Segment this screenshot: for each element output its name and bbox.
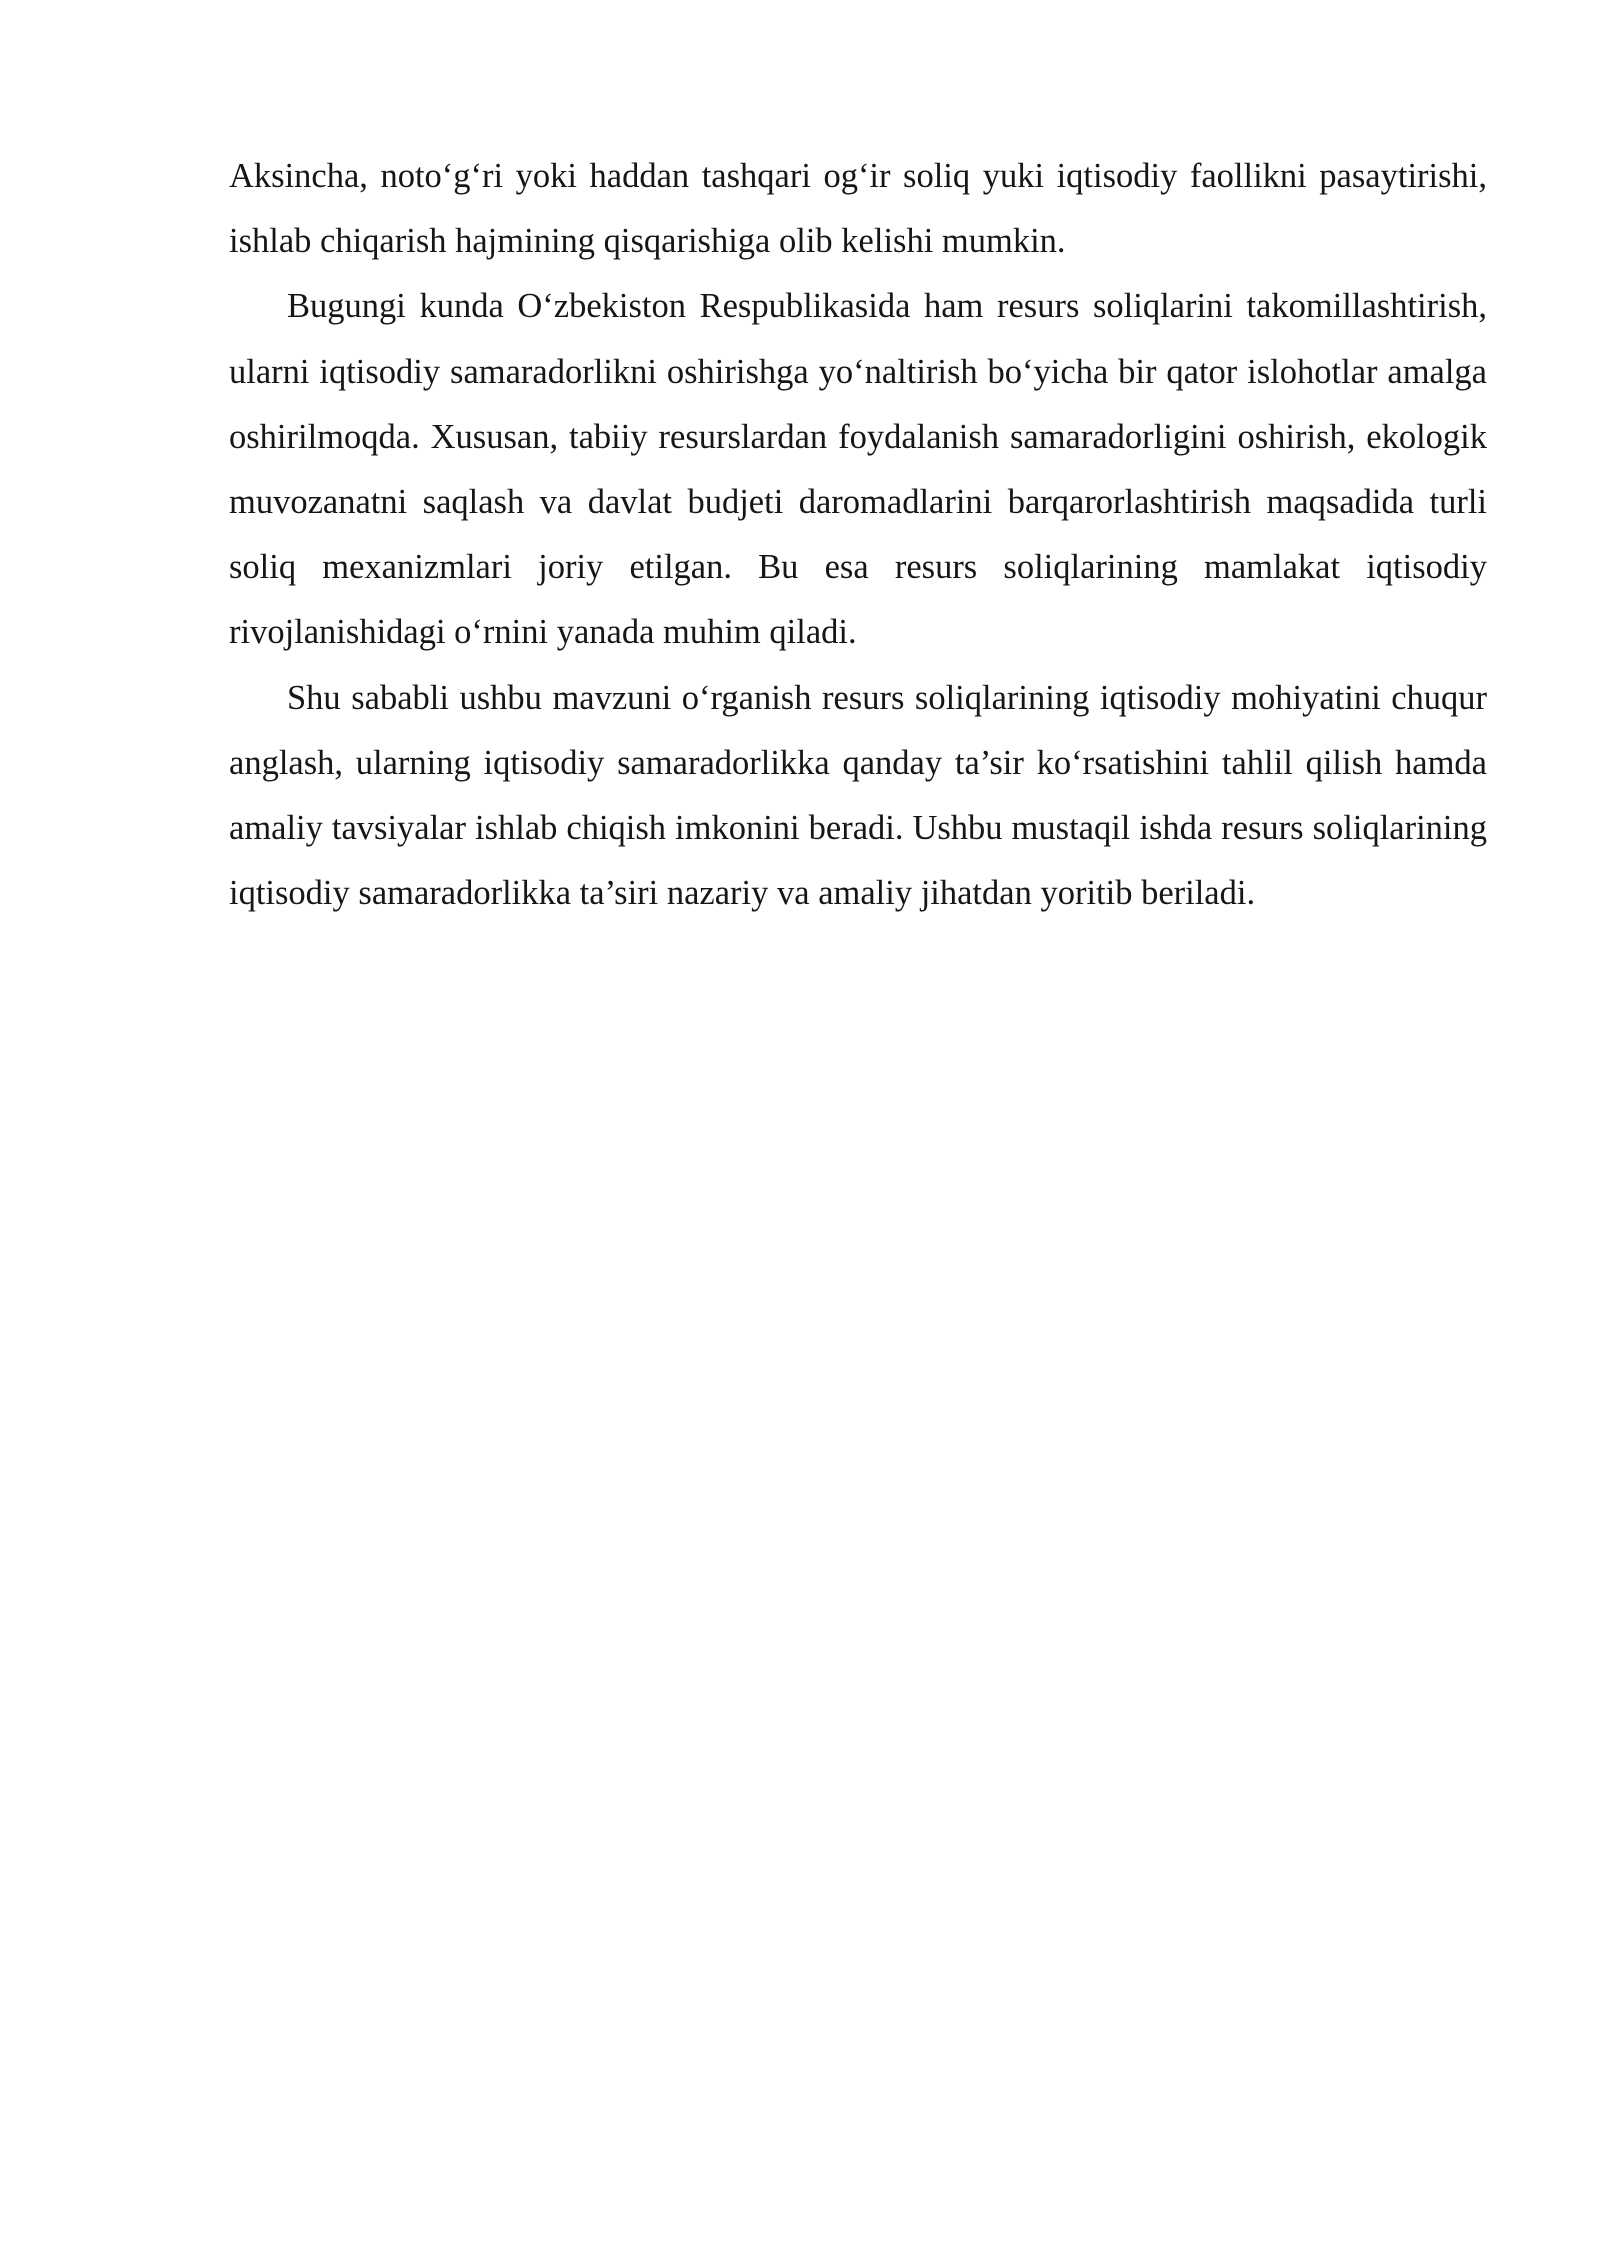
paragraph-purpose: Shu sababli ushbu mavzuni o‘rganish resurs soliqlarining iqtisodiy mohiyatini chuqur anglash, ularning iqtisodiy samaradorlikka qanday ta’sir ko‘rsatishini tahlil qilish hamda amaliy tavsiyalar ishlab chiqish imkonini beradi. Ushbu mustaqil ishda resurs soliqlarining iqtisodiy samaradorlikka ta’siri nazariy va amaliy jihatdan yoritib beriladi. xyxy=(229,678,1487,913)
body-text xyxy=(229,144,1487,926)
paragraph-reforms: Bugungi kunda O‘zbekiston Respublikasida ham resurs soliqlarini takomillashtirish, ularni iqtisodiy samaradorlikni oshirishga yo‘naltirish bo‘yicha bir qator islohotlar amalga oshirilmoqda. Xususan, tabiiy resurslardan foydalanish samaradorligini oshirish, ekologik muvozanatni saqlash va davlat budjeti daromadlarini barqarorlashtirish maqsadida turli soliq mexanizmlari joriy etilgan. Bu esa resurs soliqlarining mamlakat iqtisodiy rivojlanishidagi o‘rnini yanada muhim qiladi. xyxy=(229,287,1487,652)
paragraph-continuation: Aksincha, noto‘g‘ri yoki haddan tashqari og‘ir soliq yuki iqtisodiy faollikni pasaytirishi, ishlab chiqarish hajmining qisqarishiga olib kelishi mumkin. xyxy=(229,157,1487,261)
